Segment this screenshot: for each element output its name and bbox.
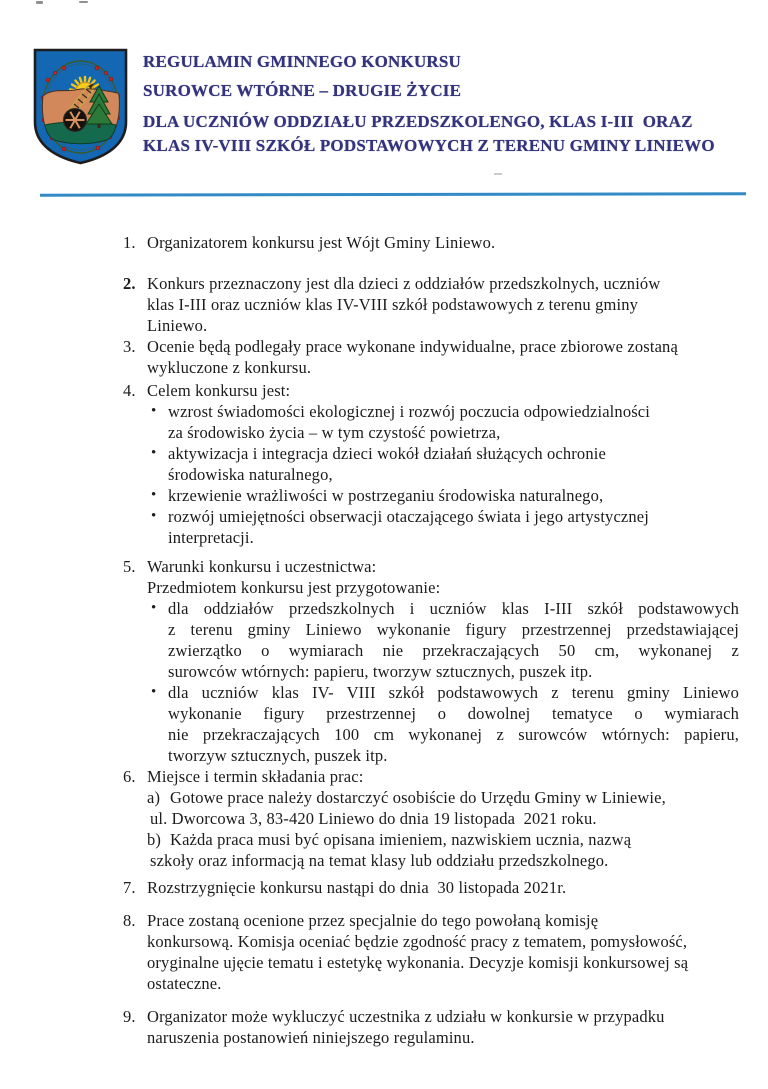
bullet-text: • dla oddziałów przedszkolnych i uczniów klas I-III szkół podstawowych xyxy=(168,599,739,618)
sub-item-text: Gotowe prace należy dostarczyć osobiście do Urzędu Gminy w Liniewie, xyxy=(170,788,666,807)
item-number: 4. xyxy=(123,381,136,400)
sub-item-label: b) xyxy=(147,830,162,849)
scan-artifact xyxy=(494,173,502,175)
bullet-text: • krzewienie wrażliwości w postrzeganiu środowiska naturalnego, xyxy=(168,486,604,505)
item-number: 9. xyxy=(123,1007,136,1026)
title-line-3: DLA UCZNIÓW ODDZIAŁU PRZEDSZKOLENGO, KLAS I-III ORAZ xyxy=(143,112,693,131)
item-text: Rozstrzygnięcie konkursu nastąpi do dnia 30 listopada 2021r. xyxy=(147,878,567,897)
regulation-item-8 xyxy=(123,910,739,994)
item-text: Ocenie będą podlegały prace wykonane indywidualne, prace zbiorowe zostaną xyxy=(147,337,678,356)
item-number: 1. xyxy=(123,233,136,252)
bullet-item xyxy=(147,682,739,766)
regulation-item-9 xyxy=(123,1006,739,1048)
bullet-text: nie przekraczających 100 cm wykonanej z surowców wtórnych: papieru, xyxy=(168,725,739,744)
bullet-text: z terenu gminy Liniewo wykonanie figury przestrzennej przedstawiającej xyxy=(168,620,739,639)
bullet-text: środowiska naturalnego, xyxy=(168,465,333,484)
bullet-text: • dla uczniów klas IV- VIII szkół podstawowych z terenu gminy Liniewo xyxy=(168,683,739,702)
bullet-text: • rozwój umiejętności obserwacji otaczającego świata i jego artystycznej xyxy=(168,507,650,526)
bullet-text: wykonanie figury przestrzennej o dowolnej tematyce o wymiarach xyxy=(168,704,739,723)
item-number: 2. xyxy=(123,274,136,293)
bullet-text: surowców wtórnych: papieru, tworzyw sztucznych, puszek itp. xyxy=(168,662,593,681)
bullet-item xyxy=(147,443,739,485)
item-text: oryginalne ujęcie tematu i estetykę wykonania. Decyzje komisji konkursowej są xyxy=(147,953,689,972)
sub-item-label: a) xyxy=(147,788,161,807)
bullet-item xyxy=(147,506,739,548)
regulation-item-3 xyxy=(123,336,739,378)
sub-item-text: Każda praca musi być opisana imieniem, nazwiskiem ucznia, nazwą xyxy=(170,830,632,849)
title-line-4: KLAS IV-VIII SZKÓŁ PODSTAWOWYCH Z TERENU GMINY LINIEWO xyxy=(143,136,715,155)
item-text: Konkurs przeznaczony jest dla dzieci z oddziałów przedszkolnych, uczniów xyxy=(147,274,661,293)
regulations-list xyxy=(123,232,739,1048)
sub-item-text: szkoły oraz informacją na temat klasy lub oddziału przedszkolnego. xyxy=(150,851,609,870)
regulation-item-1 xyxy=(123,232,739,253)
regulation-item-6 xyxy=(123,766,739,871)
sub-item-text: ul. Dworcowa 3, 83-420 Liniewo do dnia 19 listopada 2021 roku. xyxy=(150,809,597,828)
scan-speck xyxy=(36,1,43,4)
title-line-2: SUROWCE WTÓRNE – DRUGIE ŻYCIE xyxy=(143,81,462,100)
bullet-item xyxy=(147,598,739,682)
bullet-text: • wzrost świadomości ekologicznej i rozwój poczucia odpowiedzialności xyxy=(168,402,650,421)
item-text: Organizator może wykluczyć uczestnika z udziału w konkursie w przypadku xyxy=(147,1007,665,1026)
bullet-text: tworzyw sztucznych, puszek itp. xyxy=(168,746,388,765)
item-text: Liniewo. xyxy=(147,316,208,335)
item-text: wykluczone z konkursu. xyxy=(147,358,312,377)
bullet-item xyxy=(147,485,739,506)
regulation-item-5 xyxy=(123,556,739,766)
bullet-text: interpretacji. xyxy=(168,528,254,547)
title-line-1: REGULAMIN GMINNEGO KONKURSU xyxy=(143,52,462,71)
item-text: klas I-III oraz uczniów klas IV-VIII szkół podstawowych z terenu gminy xyxy=(147,295,638,314)
regulation-item-2 xyxy=(123,273,739,336)
sub-item-a xyxy=(147,787,739,829)
item-text: Celem konkursu jest: xyxy=(147,381,291,400)
bullet-text: za środowisko życia – w tym czystość powietrza, xyxy=(168,423,501,442)
document-title-block xyxy=(143,53,743,155)
item-text: Prace zostaną ocenione przez specjalnie do tego powołaną komisję xyxy=(147,911,599,930)
item-text: ostateczne. xyxy=(147,974,222,993)
header-divider-rule xyxy=(40,192,746,197)
bullet-item xyxy=(147,401,739,443)
bullet-text: zwierzątko o wymiarach nie przekraczających 50 cm, wykonanej z xyxy=(168,641,739,660)
item-text: naruszenia postanowień niniejszego regulaminu. xyxy=(147,1028,475,1047)
regulation-item-4 xyxy=(123,380,739,548)
item-number: 7. xyxy=(123,878,136,897)
item-text: konkursową. Komisja oceniać będzie zgodność pracy z tematem, pomysłowość, xyxy=(147,932,688,951)
regulation-item-7 xyxy=(123,877,739,898)
item-number: 6. xyxy=(123,767,136,786)
item-text: Miejsce i termin składania prac: xyxy=(147,767,364,786)
item-number: 8. xyxy=(123,911,136,930)
scan-speck xyxy=(79,1,88,3)
item-text: Organizatorem konkursu jest Wójt Gminy Liniewo. xyxy=(147,233,496,252)
liniewo-coat-of-arms-icon xyxy=(30,46,131,168)
item-text: Warunki konkursu i uczestnictwa: xyxy=(147,557,377,576)
item-text: Przedmiotem konkursu jest przygotowanie: xyxy=(147,578,441,597)
item-number: 3. xyxy=(123,337,136,356)
item-number: 5. xyxy=(123,557,136,576)
sub-item-b xyxy=(147,829,739,871)
bullet-text: • aktywizacja i integracja dzieci wokół działań służących ochronie xyxy=(168,444,606,463)
